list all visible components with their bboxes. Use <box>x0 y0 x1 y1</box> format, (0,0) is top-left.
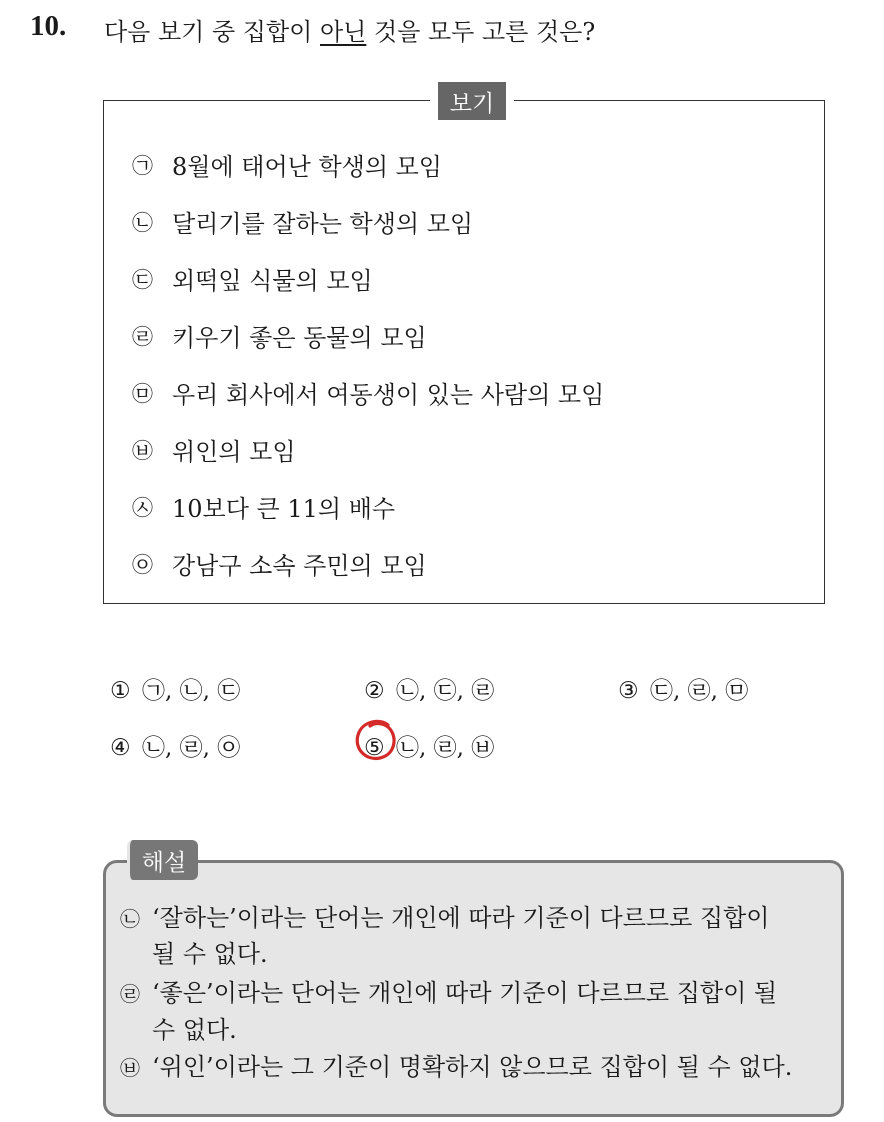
explanation-line <box>120 934 268 969</box>
choice-1[interactable] <box>110 672 240 705</box>
bogi-item <box>132 546 427 581</box>
question-stem <box>104 12 595 47</box>
selected-answer-circle <box>354 717 400 763</box>
bogi-item-marker: ㉠ <box>132 153 153 178</box>
stem-text-after: 것을 모두 고른 것은? <box>366 18 596 46</box>
choice-number: ⑤ <box>364 735 385 761</box>
choice-text: ㉠, ㉡, ㉢ <box>142 678 241 704</box>
choice-number: ① <box>110 678 131 704</box>
bogi-item-marker: ㉡ <box>132 210 153 235</box>
bogi-item-text: 키우기 좋은 동물의 모임 <box>172 324 427 352</box>
explanation-marker: ㉡ <box>120 907 140 931</box>
explanation-text: 될 수 없다. <box>152 940 268 968</box>
explanation-line <box>120 1010 237 1045</box>
bogi-item-marker: ㉥ <box>132 438 153 463</box>
choice-text: ㉡, ㉣, ㉧ <box>142 735 241 761</box>
bogi-item-marker: ㉦ <box>132 495 153 520</box>
bogi-item <box>132 375 604 410</box>
bogi-item-text: 8월에 태어난 학생의 모임 <box>172 153 442 181</box>
bogi-item-text: 위인의 모임 <box>172 438 296 466</box>
bogi-item <box>132 204 473 239</box>
bogi-item-marker: ㉣ <box>132 324 153 349</box>
choice-number: ③ <box>618 678 639 704</box>
bogi-item-marker: ㉤ <box>132 381 153 406</box>
choice-number: ② <box>364 678 385 704</box>
explanation-line <box>120 1047 792 1082</box>
bogi-item <box>132 489 395 524</box>
choice-number: ④ <box>110 735 131 761</box>
bogi-item-text: 외떡잎 식물의 모임 <box>172 267 373 295</box>
question-number: 10. <box>30 10 67 42</box>
choice-4[interactable] <box>110 729 240 762</box>
bogi-item-marker: ㉢ <box>132 267 153 292</box>
stem-text-before: 다음 보기 중 집합이 <box>104 18 320 46</box>
bogi-item-text: 우리 회사에서 여동생이 있는 사람의 모임 <box>172 381 605 409</box>
bogi-item <box>132 432 296 467</box>
bogi-item-text: 강남구 소속 주민의 모임 <box>172 552 427 580</box>
explanation-text: ‘좋은’이라는 단어는 개인에 따라 기준이 다르므로 집합이 될 <box>152 979 778 1007</box>
bogi-item-text: 달리기를 잘하는 학생의 모임 <box>172 210 474 238</box>
choice-text: ㉡, ㉣, ㉥ <box>396 735 495 761</box>
choice-3[interactable] <box>618 672 748 705</box>
explanation-marker: ㉥ <box>120 1056 140 1080</box>
choice-text: ㉢, ㉣, ㉤ <box>650 678 749 704</box>
explanation-line <box>120 973 777 1008</box>
explanation-text: ‘위인’이라는 그 기준이 명확하지 않으므로 집합이 될 수 없다. <box>152 1053 793 1081</box>
explanation-label: 해설 <box>127 840 198 880</box>
bogi-item-marker: ㉧ <box>132 552 153 577</box>
explanation-text: 수 없다. <box>152 1016 237 1044</box>
explanation-text: ‘잘하는’이라는 단어는 개인에 따라 기준이 다르므로 집합이 <box>152 904 770 932</box>
bogi-label: 보기 <box>430 82 514 120</box>
bogi-item <box>132 261 373 296</box>
choice-text: ㉡, ㉢, ㉣ <box>396 678 495 704</box>
explanation-marker: ㉣ <box>120 982 140 1006</box>
bogi-item <box>132 318 427 353</box>
stem-underlined-word: 아닌 <box>320 18 367 46</box>
bogi-item <box>132 147 442 182</box>
explanation-line <box>120 898 769 933</box>
bogi-item-text: 10보다 큰 11의 배수 <box>172 495 396 523</box>
choice-2[interactable] <box>364 672 494 705</box>
